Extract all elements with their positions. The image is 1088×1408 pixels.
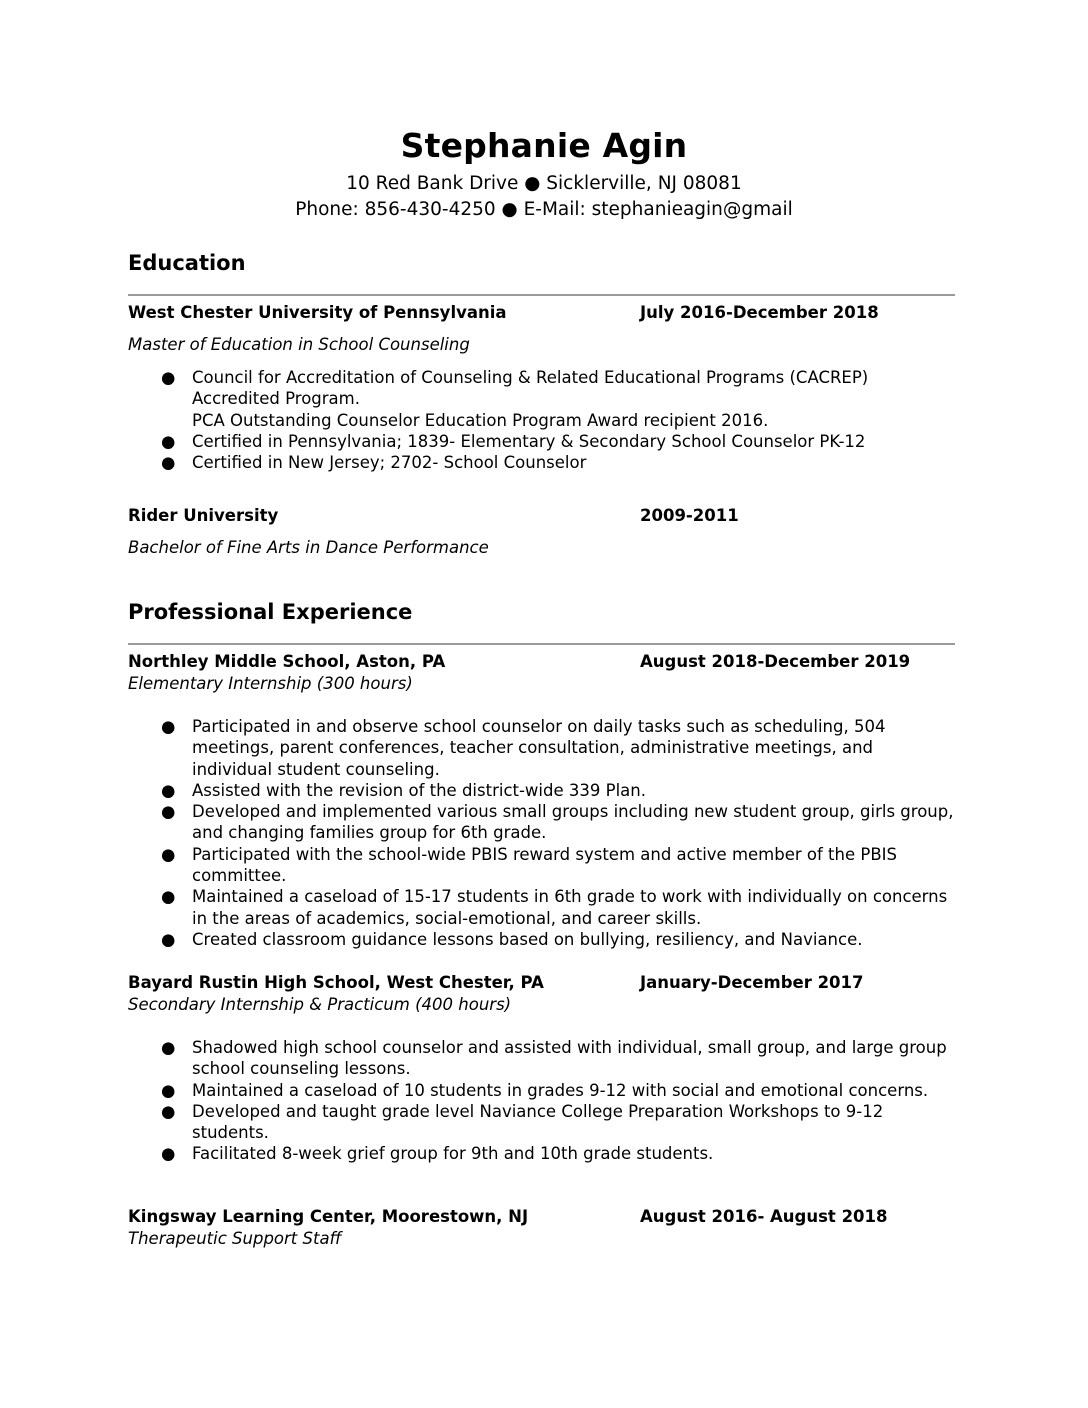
bullet-icon: ● — [161, 1038, 176, 1057]
bullet-icon: ● — [161, 887, 176, 907]
list-item: ● Facilitated 8-week grief group for 9th and 10th grade students. — [161, 1144, 714, 1164]
education-divider — [128, 294, 955, 296]
address-line: 10 Red Bank Drive ● Sicklerville, NJ 08081 — [346, 173, 742, 194]
institution-name: Rider University — [128, 506, 279, 525]
candidate-name: Stephanie Agin — [400, 126, 688, 165]
list-item: ● Created classroom guidance lessons based on bullying, resiliency, and Naviance. — [161, 929, 863, 949]
employer-name: Kingsway Learning Center, Moorestown, NJ — [128, 1207, 529, 1226]
employer-name: Bayard Rustin High School, West Chester, PA — [128, 973, 544, 992]
bullet-icon: ● — [161, 929, 176, 949]
employment-dates: August 2016- August 2018 — [640, 1207, 888, 1226]
employment-dates: August 2018-December 2019 — [640, 652, 911, 671]
bullet-icon: ● — [161, 780, 176, 800]
job-role: Elementary Internship (300 hours) — [128, 674, 413, 693]
employment-dates: January-December 2017 — [640, 973, 864, 992]
bullet-icon: ● — [161, 431, 176, 451]
job-role: Secondary Internship & Practicum (400 hours) — [128, 995, 512, 1014]
institution-name: West Chester University of Pennsylvania — [128, 303, 507, 322]
list-item: ● Certified in New Jersey; 2702- School Counselor — [161, 453, 587, 473]
education-dates: July 2016-December 2018 — [640, 303, 879, 322]
list-item: ● Participated in and observe school counselor on daily tasks such as scheduling, 504 meetings, parent conferences, teacher consultation, administrative meetings, and individual student counseling. — [161, 717, 886, 779]
list-item: ● Shadowed high school counselor and assisted with individual, small group, and large group school counseling lessons. — [161, 1038, 947, 1079]
degree: Bachelor of Fine Arts in Dance Performance — [128, 538, 489, 557]
experience-heading: Professional Experience — [128, 600, 413, 624]
bullet-icon: ● — [161, 717, 176, 736]
list-item: ● Certified in Pennsylvania; 1839- Elementary & Secondary School Counselor PK-12 — [161, 431, 866, 451]
job-role: Therapeutic Support Staff — [128, 1229, 342, 1248]
award-line: PCA Outstanding Counselor Education Program Award recipient 2016. — [192, 410, 769, 430]
experience-bullet-list — [128, 1037, 958, 1165]
contact-line: Phone: 856-430-4250 ● E-Mail: stephanieagin@gmail — [295, 199, 793, 220]
list-item: ● Developed and taught grade level Naviance College Preparation Workshops to 9-12 students. — [161, 1101, 884, 1143]
degree: Master of Education in School Counseling — [128, 335, 470, 354]
bullet-icon: ● — [161, 1144, 176, 1164]
bullet-icon: ● — [161, 1101, 176, 1121]
education-heading: Education — [128, 251, 246, 275]
bullet-icon: ● — [161, 844, 176, 864]
bullet-icon: ● — [161, 1080, 176, 1100]
experience-divider — [128, 643, 955, 645]
employer-name: Northley Middle School, Aston, PA — [128, 652, 446, 671]
list-item: ● Assisted with the revision of the district-wide 339 Plan. — [161, 780, 646, 800]
list-item: ● Participated with the school-wide PBIS reward system and active member of the PBIS committee. — [161, 844, 897, 886]
experience-bullet-list — [128, 716, 958, 950]
list-item: ● Council for Accreditation of Counseling & Related Educational Programs (CACREP) Accredited Program. — [161, 368, 869, 409]
bullet-icon: ● — [161, 802, 176, 822]
list-item: ● Maintained a caseload of 15-17 students in 6th grade to work with individually on concerns in the areas of academics, social-emotional, and career skills. — [161, 887, 948, 928]
education-bullet-list — [128, 367, 958, 473]
education-dates: 2009-2011 — [640, 506, 739, 525]
list-item: ● Developed and implemented various small groups including new student group, girls group, and changing families group for 6th grade. — [161, 802, 954, 843]
bullet-icon: ● — [161, 368, 176, 387]
list-item: ● Maintained a caseload of 10 students in grades 9-12 with social and emotional concerns. — [161, 1080, 929, 1100]
bullet-icon: ● — [161, 453, 176, 473]
